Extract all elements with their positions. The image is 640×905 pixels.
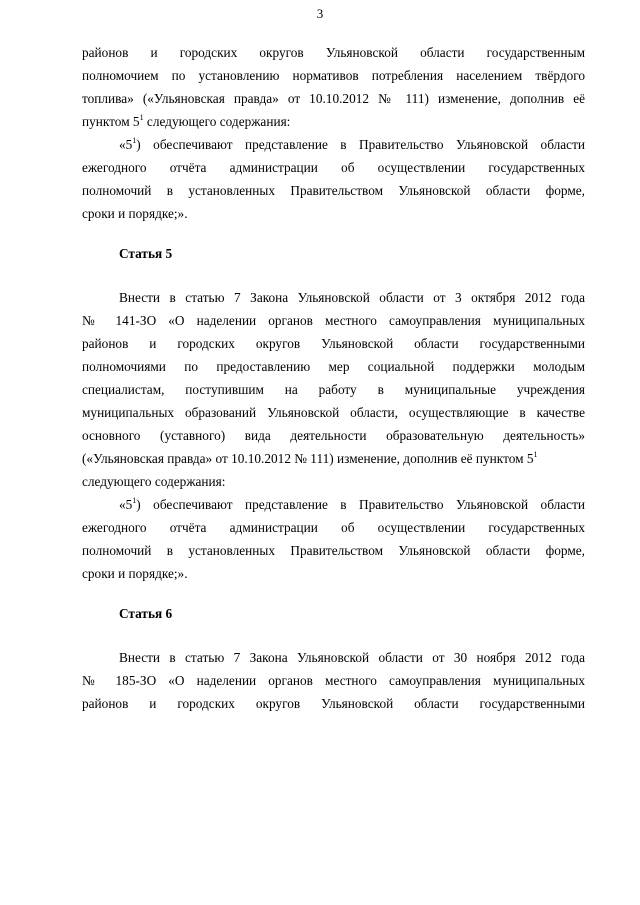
text-line: топлива» («Ульяновская правда» от 10.10.2012 № 111) изменение, дополнив её	[82, 91, 585, 106]
text-line	[82, 451, 585, 467]
text-fragment: «5	[119, 137, 133, 152]
quote-line: сроки и порядке;».	[82, 566, 188, 581]
text-fragment: «5	[119, 497, 133, 512]
text-line: районов и городских округов Ульяновской области государственными	[82, 336, 585, 351]
text-line: полномочием по установлению нормативов потребления населением твёрдого	[82, 68, 585, 83]
text-line: Внести в статью 7 Закона Ульяновской области от 3 октября 2012 года	[119, 290, 585, 305]
superscript: 1	[132, 495, 137, 505]
text-line: специалистам, поступившим на работу в муниципальные учреждения	[82, 382, 585, 397]
quote-line: сроки и порядке;».	[82, 206, 188, 221]
text-line: Внести в статью 7 Закона Ульяновской области от 30 ноября 2012 года	[119, 650, 585, 665]
text-line	[82, 114, 585, 130]
text-line: муниципальных образований Ульяновской области, осуществляющие в качестве	[82, 405, 585, 420]
superscript: 1	[132, 135, 137, 145]
text-line: основного (уставного) вида деятельности образовательную деятельность»	[82, 428, 585, 443]
text-fragment: ) обеспечивают представление в Правительство Ульяновской области	[136, 497, 585, 512]
text-fragment: ) обеспечивают представление в Правительство Ульяновской области	[136, 137, 585, 152]
quote-line: полномочий в установленных Правительством Ульяновской области форме,	[82, 543, 585, 558]
superscript: 1	[533, 449, 538, 459]
text-fragment: («Ульяновская правда» от 10.10.2012 № 111) изменение, дополнив её пунктом 5	[82, 451, 534, 466]
text-fragment: следующего содержания:	[143, 114, 291, 129]
text-line: следующего содержания:	[82, 474, 226, 489]
text-line: районов и городских округов Ульяновской области государственным	[82, 45, 585, 60]
text-line: № 141-ЗО «О наделении органов местного самоуправления муниципальных	[82, 313, 585, 328]
quote-line	[119, 497, 585, 513]
text-line: № 185-ЗО «О наделении органов местного самоуправления муниципальных	[82, 673, 585, 688]
superscript: 1	[139, 112, 144, 122]
article-heading: Статья 5	[119, 246, 173, 261]
quote-line	[119, 137, 585, 153]
article-heading: Статья 6	[119, 606, 173, 621]
text-line: районов и городских округов Ульяновской области государственными	[82, 696, 585, 711]
quote-line: ежегодного отчёта администрации об осуществлении государственных	[82, 160, 585, 175]
text-fragment: пунктом 5	[82, 114, 140, 129]
quote-line: полномочий в установленных Правительством Ульяновской области форме,	[82, 183, 585, 198]
quote-line: ежегодного отчёта администрации об осуществлении государственных	[82, 520, 585, 535]
page-number: 3	[316, 6, 324, 21]
text-line: полномочиями по предоставлению мер социальной поддержки молодым	[82, 359, 585, 374]
